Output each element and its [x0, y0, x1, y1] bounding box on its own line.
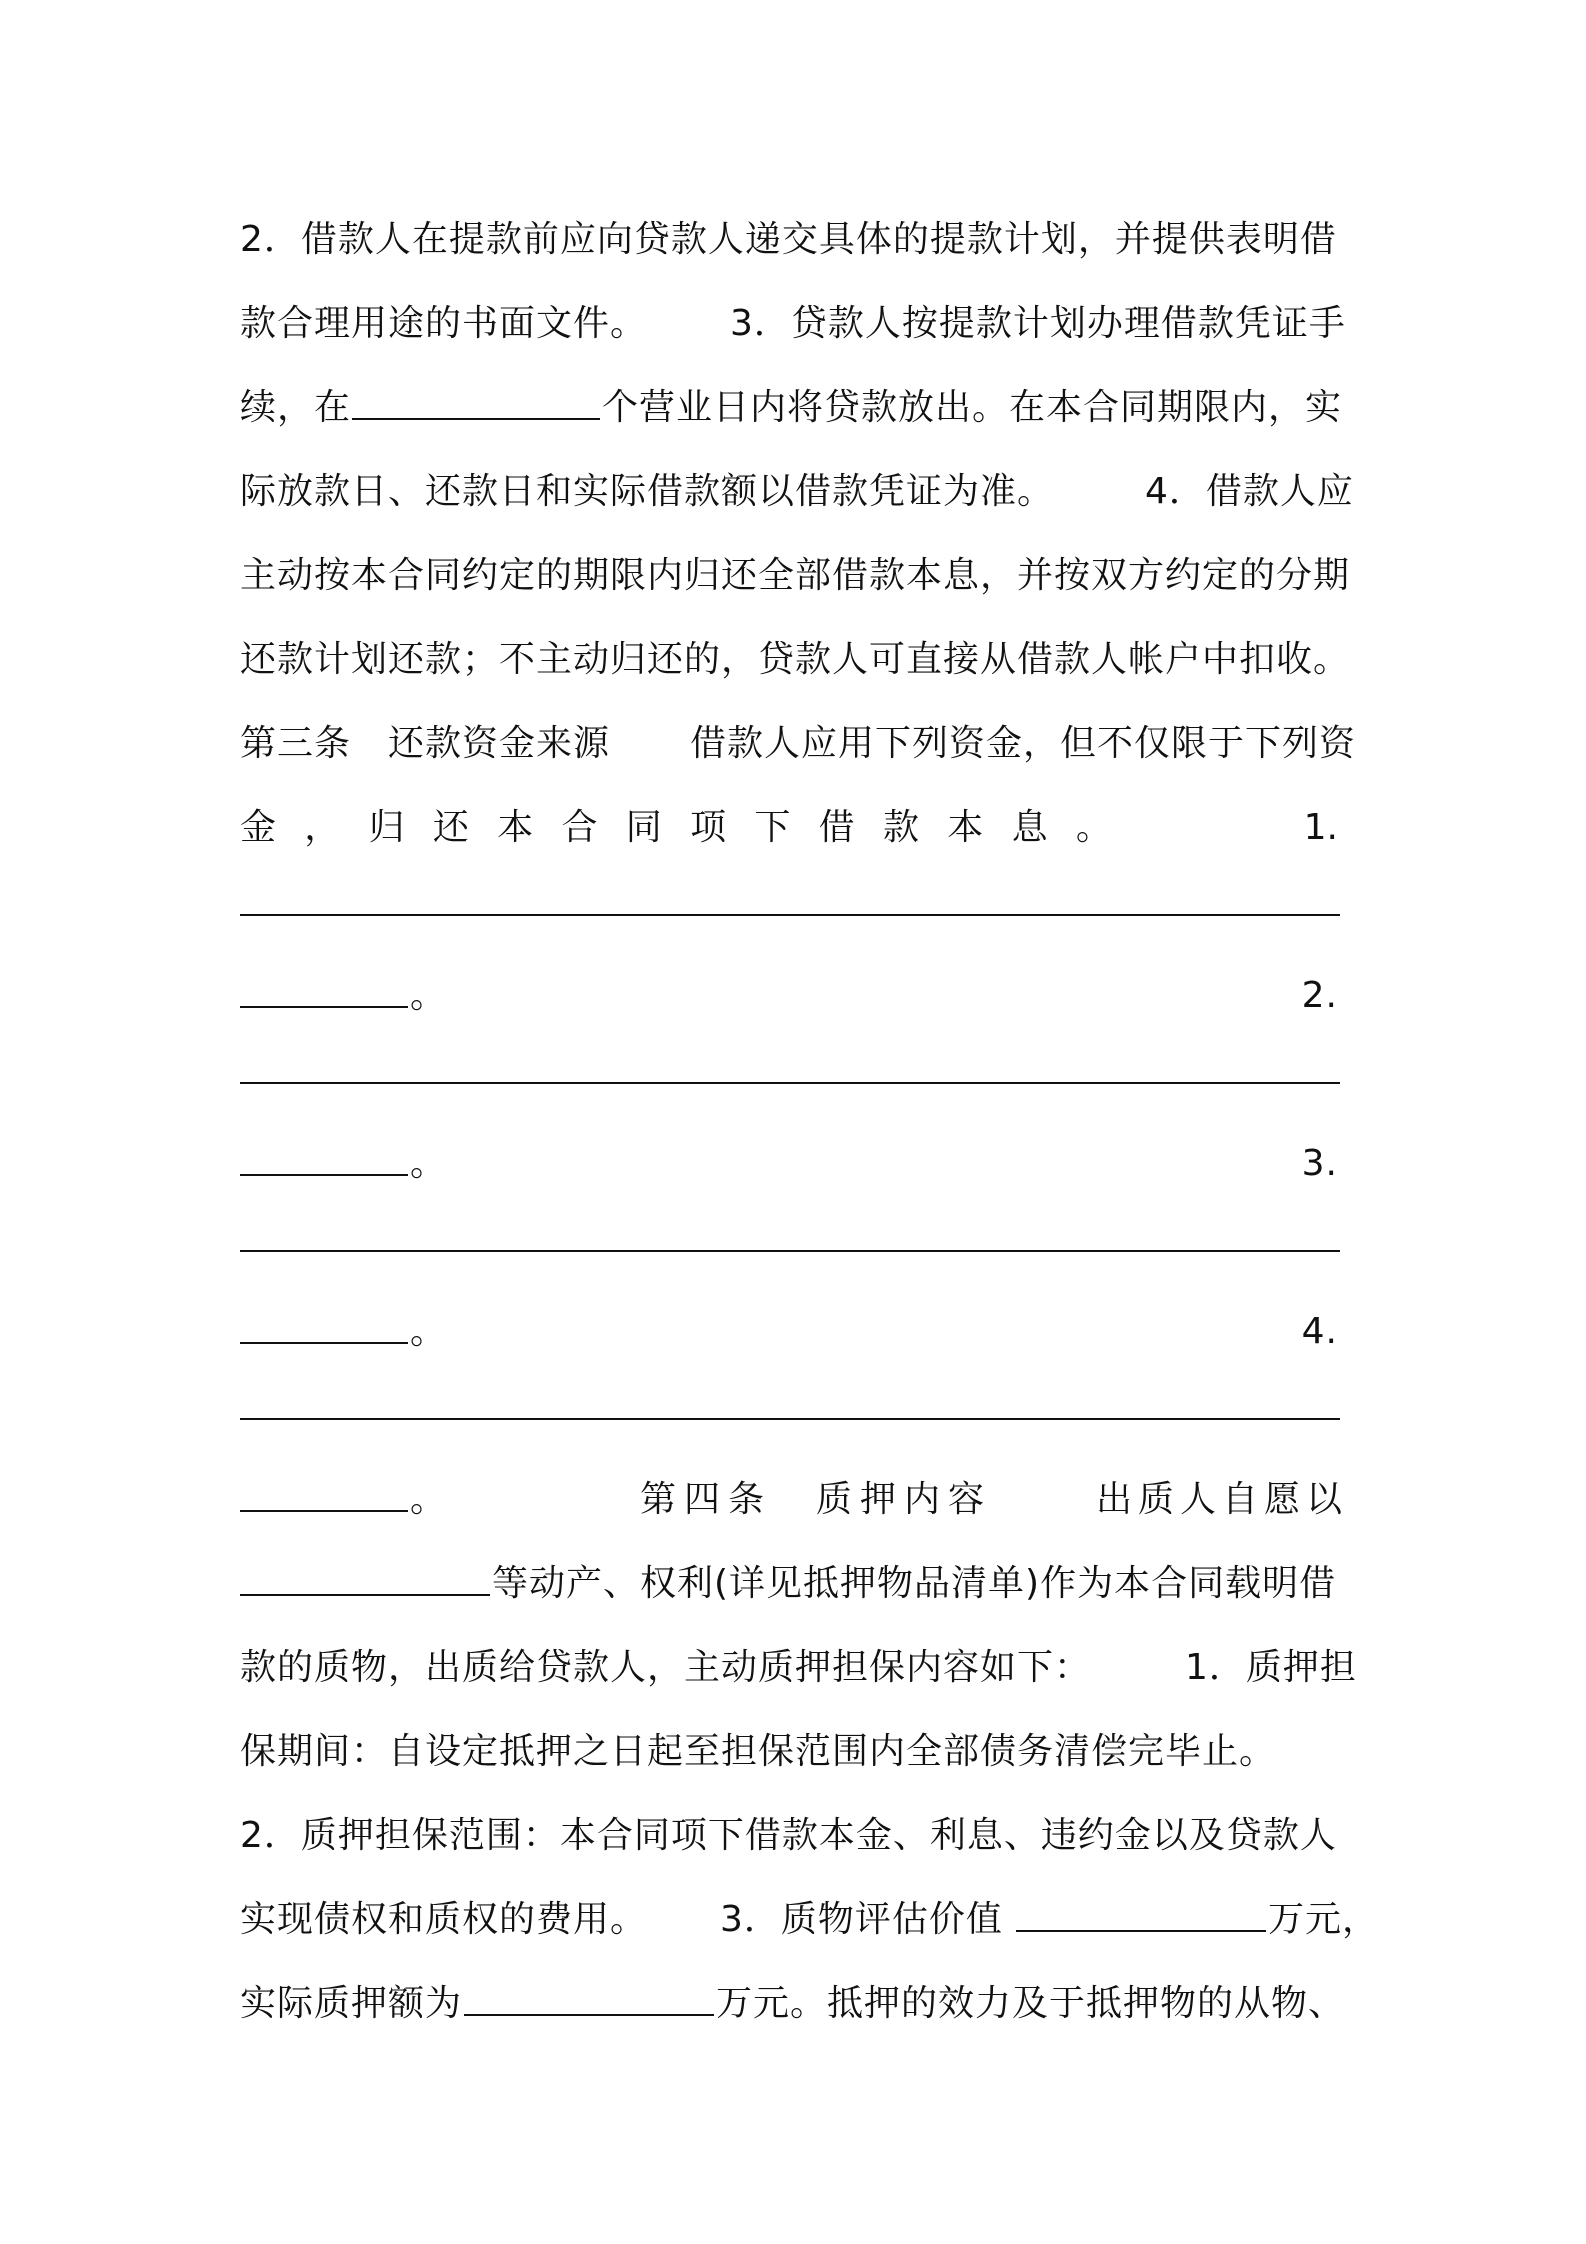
- char: 息: [1011, 807, 1048, 848]
- text-line: [240, 450, 1352, 534]
- text-line: [240, 1122, 1352, 1206]
- period-mark: 。: [410, 1311, 448, 1352]
- pledge-clause-1-cont: 保期间：自设定抵押之日起至担保范围内全部债务清偿完毕止。: [240, 1731, 1277, 1772]
- text-line: [240, 954, 1352, 1038]
- text-line: [240, 1542, 1352, 1626]
- text-line: [240, 1710, 1352, 1794]
- clause-2-text-end: 款合理用途的书面文件。: [240, 303, 648, 344]
- blank-field-source-1-end: [240, 976, 408, 1008]
- blank-field-source-1: [240, 914, 1340, 916]
- text-line: [240, 1374, 1352, 1458]
- blank-field-source-2: [240, 1082, 1340, 1084]
- period-mark: 。: [410, 1143, 448, 1184]
- article-4-text: 出质人自愿以: [1096, 1479, 1349, 1520]
- article-4-text-cont-2: 款的质物，出质给贷款人，主动质押担保内容如下：: [240, 1647, 1092, 1688]
- item-number-2: 2.: [1301, 975, 1338, 1016]
- text-line: [240, 534, 1352, 618]
- blank-field-pledge-items: [240, 1564, 490, 1596]
- blank-field-source-3: [240, 1250, 1340, 1252]
- text-line: [240, 282, 1352, 366]
- char: 项: [690, 807, 727, 848]
- article-4-text-cont: 等动产、权利(详见抵押物品清单)作为本合同载明借: [492, 1563, 1337, 1604]
- item-number-1: 1.: [1303, 807, 1338, 848]
- text-line: [240, 366, 1352, 450]
- article-3-text: 借款人应用下列资金，但不仅限于下列资: [690, 723, 1357, 764]
- blank-field-source-4-end: [240, 1480, 408, 1512]
- pledge-clause-3-cont-2: 万元。抵押的效力及于抵押物的从物、: [716, 1983, 1346, 2024]
- pledge-clause-2-end: 实现债权和质权的费用。: [240, 1899, 648, 1940]
- clause-3-text-end: 际放款日、还款日和实际借款额以借款凭证为准。: [240, 471, 1055, 512]
- clause-3-text: 3．贷款人按提款计划办理借款凭证手: [730, 303, 1346, 344]
- item-number-4: 4.: [1301, 1311, 1338, 1352]
- article-3-text-end: [240, 786, 1112, 870]
- text-line: [240, 870, 1352, 954]
- clause-3-text-cont-2: 个营业日内将贷款放出。在本合同期限内，实: [602, 387, 1343, 428]
- text-line: [240, 1878, 1380, 1962]
- contract-text: [240, 198, 1380, 2046]
- article-4-heading: 第四条 质押内容: [640, 1479, 993, 1520]
- article-3-heading: 第三条 还款资金来源: [240, 723, 611, 764]
- blank-field-business-days: [352, 388, 600, 420]
- char: 归: [368, 807, 405, 848]
- char: 同: [625, 807, 662, 848]
- blank-field-source-2-end: [240, 1144, 408, 1176]
- text-line: [240, 1038, 1352, 1122]
- text-line: [240, 1626, 1357, 1710]
- text-line: [240, 1458, 1352, 1542]
- text-line: [240, 1962, 1352, 2046]
- clause-4-text-cont: 主动按本合同约定的期限内归还全部借款本息，并按双方约定的分期: [240, 555, 1351, 596]
- text-line: [240, 198, 1352, 282]
- period-mark: 。: [410, 1479, 448, 1520]
- blank-field-valuation: [1016, 1900, 1266, 1932]
- clause-4-text-end: 还款计划还款；不主动归还的，贷款人可直接从借款人帐户中扣收。: [240, 639, 1351, 680]
- text-line: [240, 1206, 1352, 1290]
- text-line: [240, 702, 1357, 786]
- char: ，: [304, 807, 341, 848]
- blank-field-pledge-amount: [464, 1984, 714, 2016]
- char: 金: [240, 807, 277, 848]
- text-line: [240, 618, 1352, 702]
- char: 还: [432, 807, 469, 848]
- item-number-3: 3.: [1301, 1143, 1338, 1184]
- text-line: [240, 786, 1352, 870]
- char: 。: [1075, 807, 1112, 848]
- clause-3-text-cont: 续，在: [240, 387, 352, 428]
- char: 本: [497, 807, 534, 848]
- pledge-clause-3: 3．质物评估价值: [720, 1899, 1003, 1940]
- pledge-clause-3-cont: 实际质押额为: [240, 1983, 463, 2024]
- unit-ten-thousand-yuan: 万元，: [1268, 1899, 1380, 1940]
- char: 下: [754, 807, 791, 848]
- blank-field-source-4: [240, 1418, 1340, 1420]
- char: 合: [561, 807, 598, 848]
- period-mark: 。: [410, 975, 448, 1016]
- blank-field-source-3-end: [240, 1312, 408, 1344]
- char: 借: [818, 807, 855, 848]
- clause-2-text: 2．借款人在提款前应向贷款人递交具体的提款计划，并提供表明借: [240, 219, 1337, 260]
- text-line: [240, 1794, 1352, 1878]
- text-line: [240, 1290, 1352, 1374]
- char: 款: [882, 807, 919, 848]
- pledge-clause-2: 2．质押担保范围：本合同项下借款本金、利息、违约金以及贷款人: [240, 1815, 1337, 1856]
- clause-4-text: 4．借款人应: [1145, 471, 1354, 512]
- pledge-clause-1: 1．质押担: [1185, 1647, 1357, 1688]
- char: 本: [947, 807, 984, 848]
